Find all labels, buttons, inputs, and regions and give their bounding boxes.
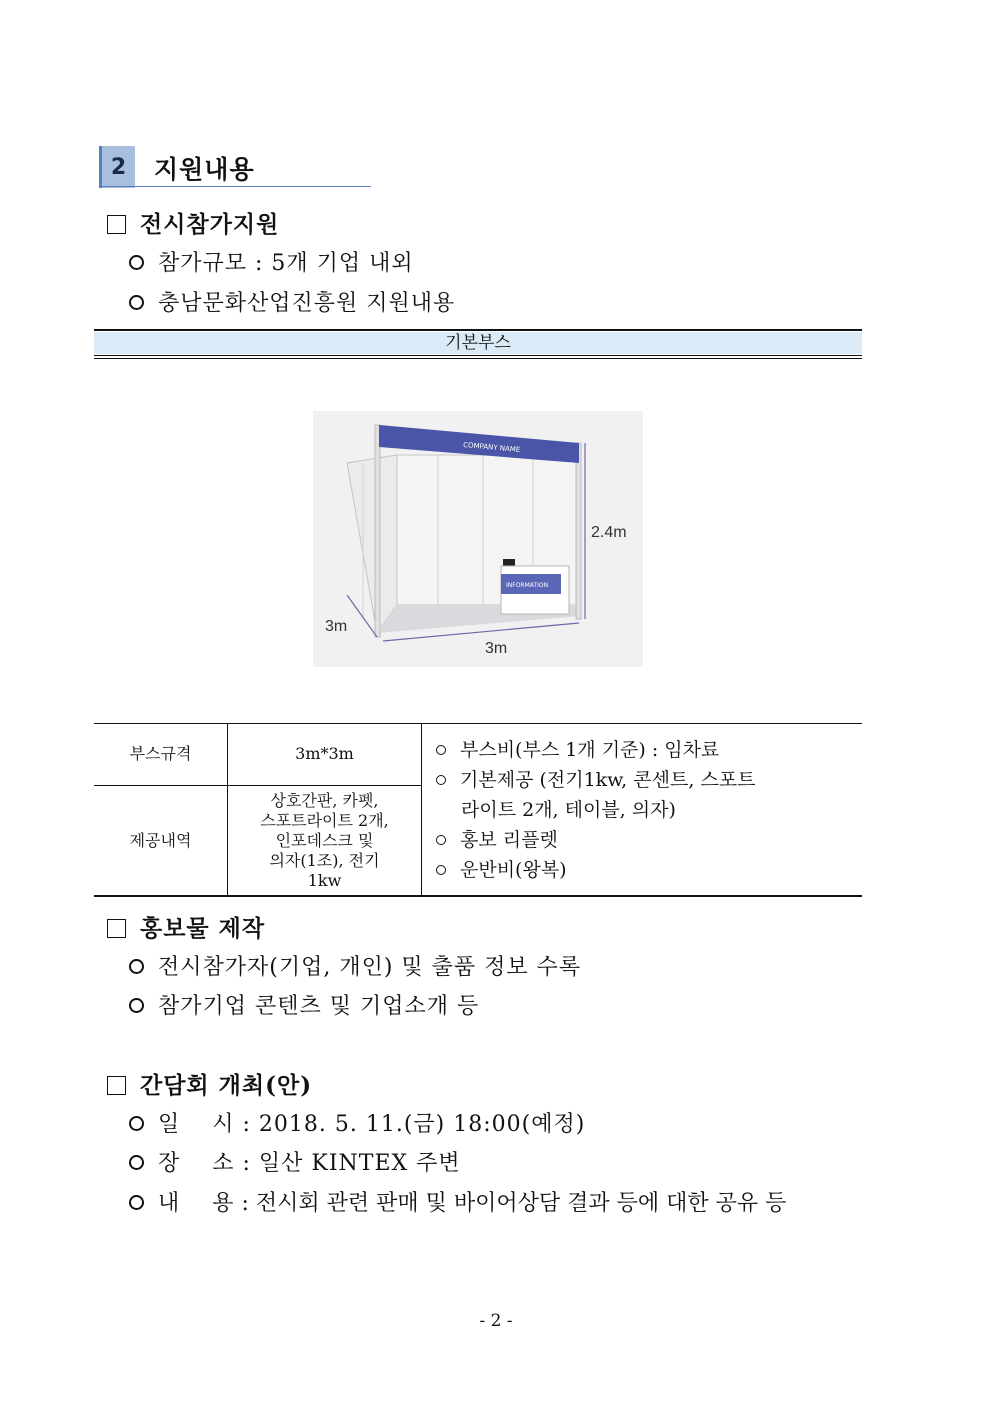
promo-heading: 홍보물 제작 (107, 910, 265, 943)
meeting-item: 장 소 : 일산 KINTEX 주변 (129, 1146, 461, 1177)
booth-height-label: 2.4m (591, 524, 627, 541)
list-item: 운반비(왕복) (436, 855, 755, 885)
table-rule (94, 895, 862, 897)
booth-desk-text: INFORMATION (506, 582, 549, 589)
circle-bullet-icon (129, 1195, 144, 1210)
booth-bar-title: 기본부스 (94, 332, 862, 354)
list-item: 홍보 리플렛 (436, 825, 755, 855)
table-divider (421, 723, 422, 896)
circle-bullet-icon (129, 255, 144, 270)
meeting-heading: 간담회 개최(안) (107, 1067, 312, 1100)
circle-bullet-icon (436, 775, 446, 785)
booth-sign-text: COMPANY NAME (462, 441, 521, 454)
square-bullet-icon (107, 919, 126, 938)
table-cell-value: 상호간판, 카펫, 스포트라이트 2개, 인포데스크 및 의자(1조), 전기 1kw (260, 790, 389, 890)
provided-items-list (436, 735, 755, 885)
page-number: - 2 - (479, 1311, 513, 1331)
meeting-item: 일 시 : 2018. 5. 11.(금) 18:00(예정) (129, 1107, 585, 1138)
square-bullet-icon (107, 1076, 126, 1095)
booth-bar-rule (94, 355, 862, 356)
exhibition-heading: 전시참가지원 (107, 206, 279, 239)
circle-bullet-icon (129, 1155, 144, 1170)
square-bullet-icon (107, 215, 126, 234)
circle-bullet-icon (129, 295, 144, 310)
exhibition-item: 충남문화산업진흥원 지원내용 (129, 286, 455, 317)
circle-bullet-icon (129, 998, 144, 1013)
circle-bullet-icon (436, 745, 446, 755)
booth-illustration (313, 411, 643, 667)
booth-spec-table (94, 723, 862, 897)
circle-bullet-icon (436, 835, 446, 845)
circle-bullet-icon (129, 1116, 144, 1131)
promo-item: 전시참가자(기업, 개인) 및 출품 정보 수록 (129, 950, 581, 981)
table-cell-value: 3m*3m (295, 744, 354, 763)
circle-bullet-icon (436, 865, 446, 875)
section-title: 지원내용 (154, 155, 255, 184)
booth-width-label: 3m (485, 640, 508, 657)
circle-bullet-icon (129, 959, 144, 974)
section-underline (99, 186, 371, 187)
list-item: 기본제공 (전기1kw, 콘센트, 스포트 (436, 765, 755, 795)
list-item: 부스비(부스 1개 기준) : 임차료 (436, 735, 755, 765)
booth-bar-top-rule (94, 329, 862, 331)
list-item-continuation: 라이트 2개, 테이블, 의자) (461, 799, 676, 821)
exhibition-item: 참가규모 : 5개 기업 내외 (129, 246, 414, 277)
section-number: 2 (99, 146, 135, 188)
booth-depth-label: 3m (325, 618, 348, 635)
booth-bar-rule (94, 358, 862, 359)
meeting-item: 내 용 : 전시회 관련 판매 및 바이어상담 결과 등에 대한 공유 등 (129, 1186, 786, 1217)
table-cell-label: 제공내역 (129, 830, 192, 850)
table-cell-label: 부스규격 (129, 744, 192, 763)
promo-item: 참가기업 콘텐츠 및 기업소개 등 (129, 989, 479, 1020)
